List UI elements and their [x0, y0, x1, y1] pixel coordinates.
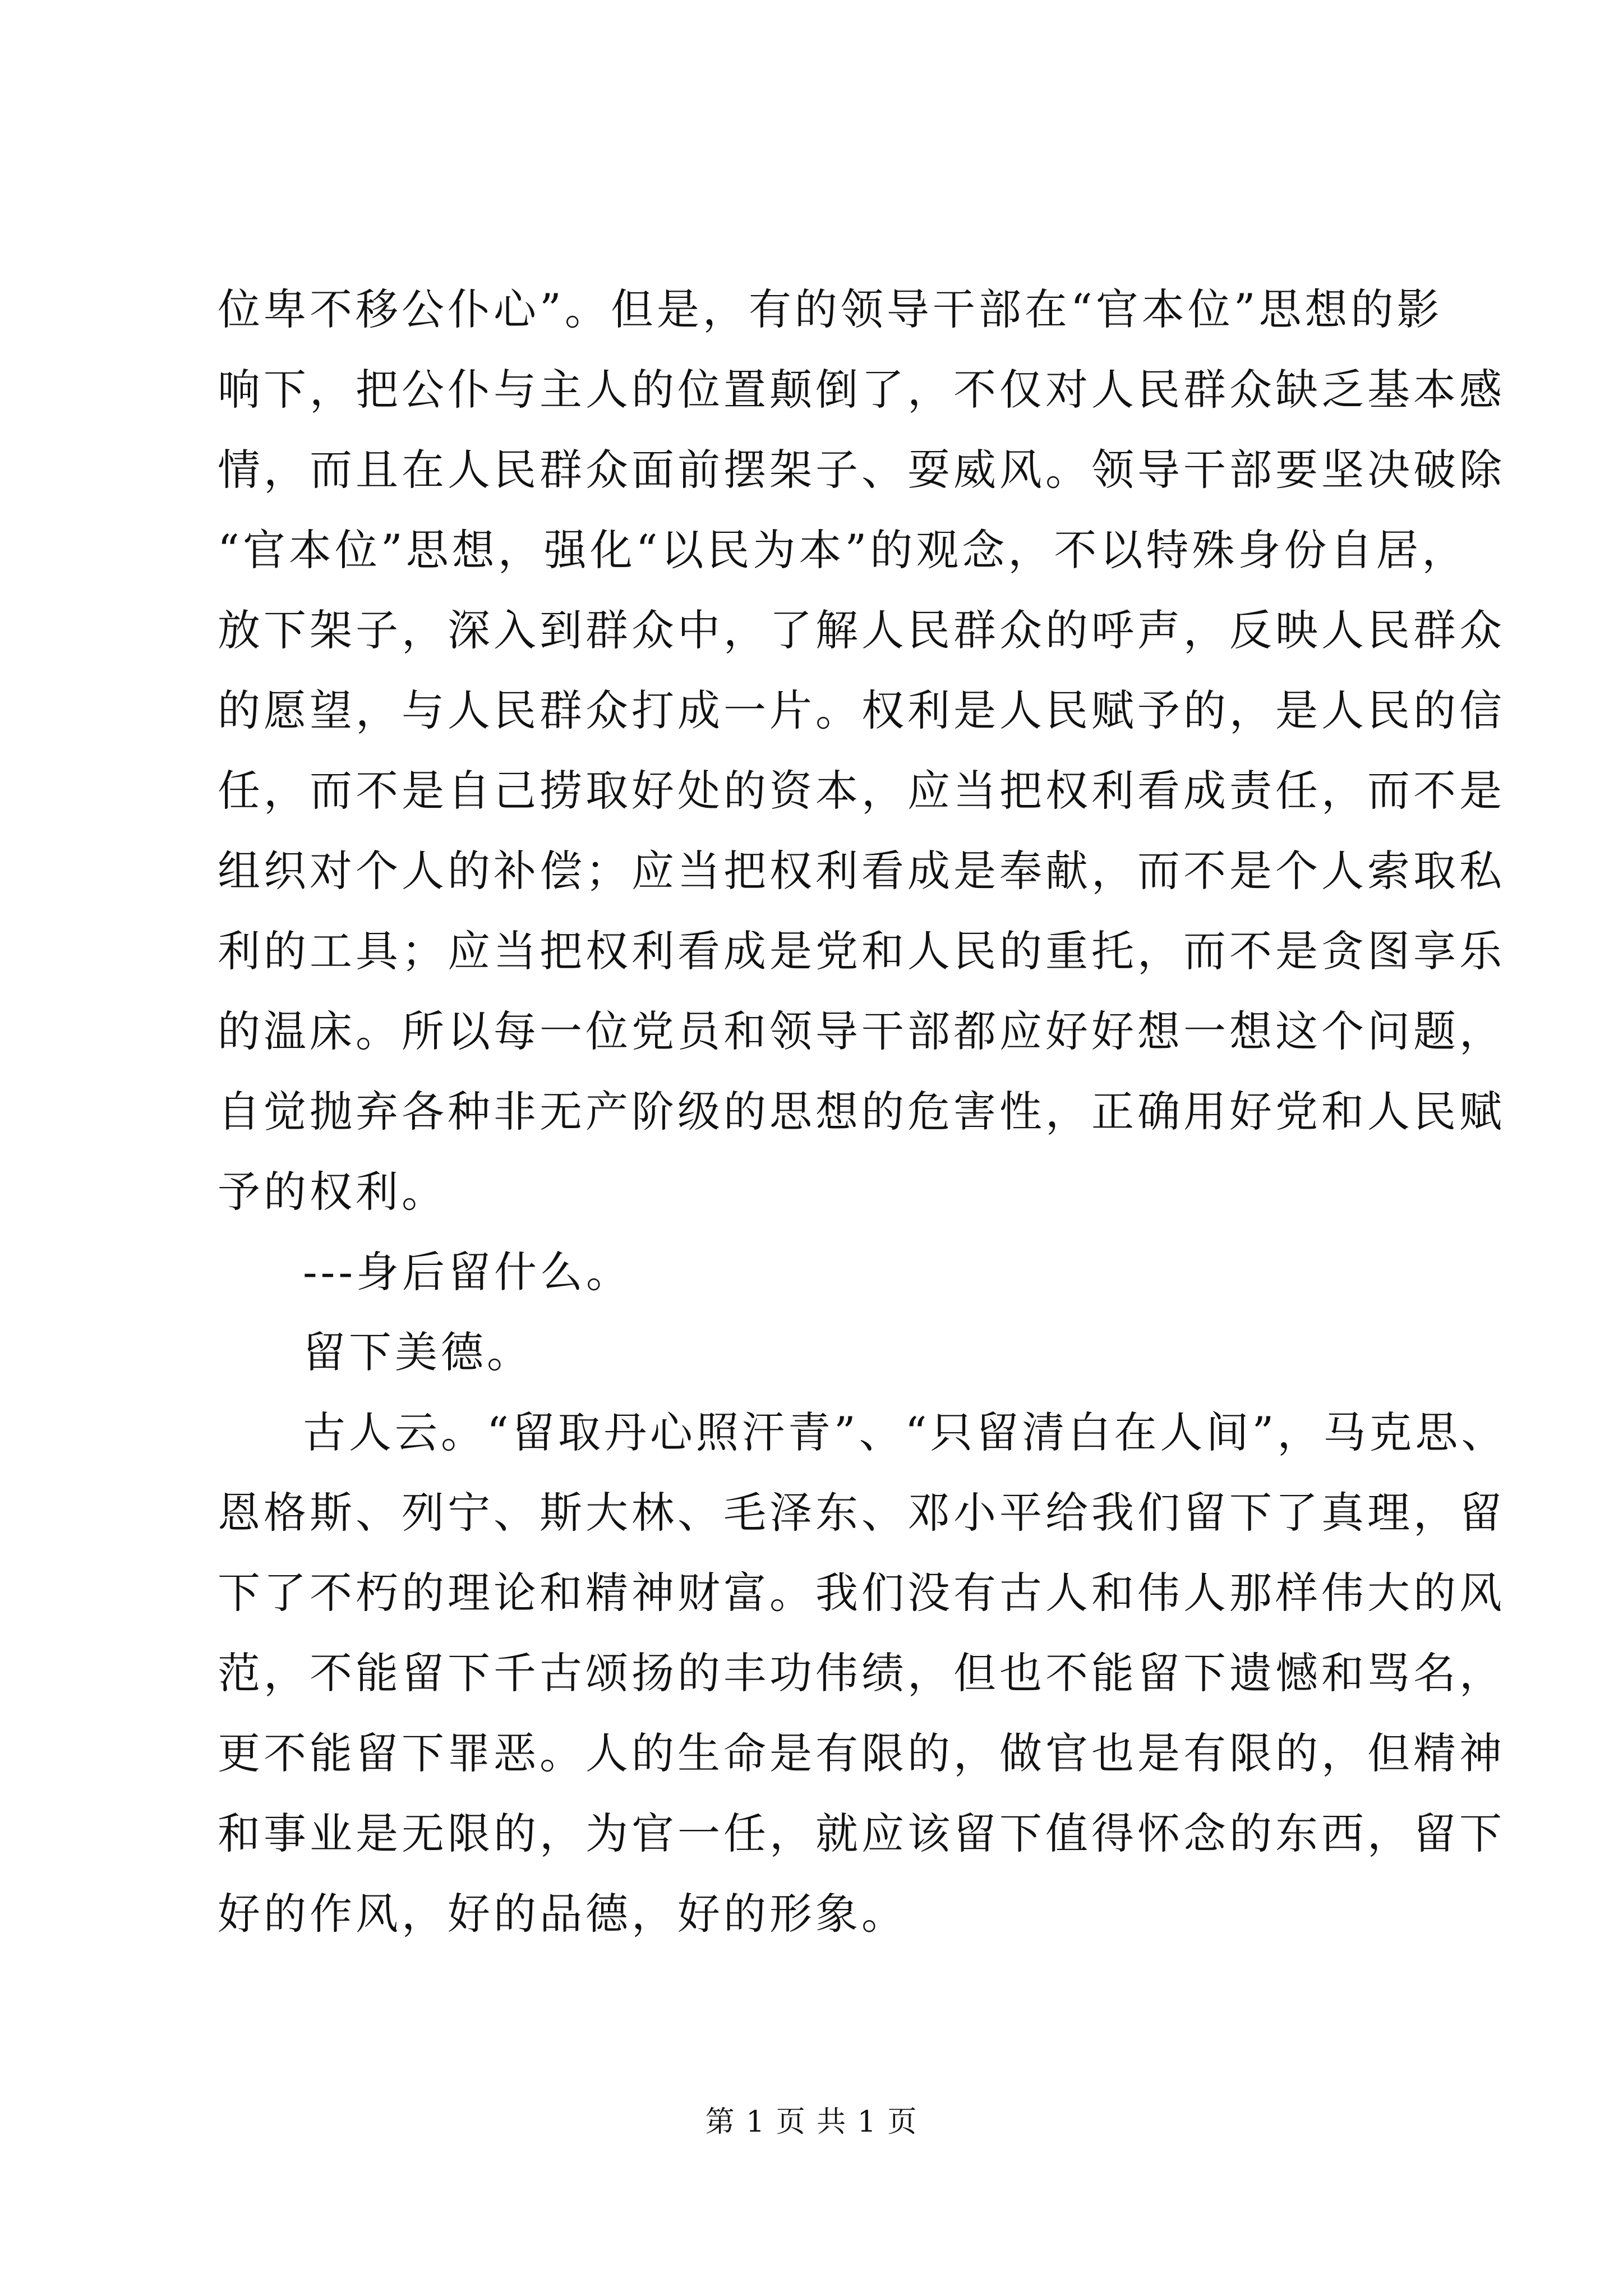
text-line: 情，而且在人民群众面前摆架子、耍威风。领导干部要坚决破除	[218, 445, 1505, 495]
document-body	[218, 269, 1507, 1954]
text-line: 放下架子，深入到群众中，了解人民群众的呼声，反映人民群众	[218, 605, 1505, 655]
section-heading: ---身后留什么。	[303, 1247, 633, 1297]
text-line: 组织对个人的补偿；应当把权利看成是奉献，而不是个人索取私	[218, 846, 1505, 896]
text-line: 自觉抛弃各种非无产阶级的思想的危害性，正确用好党和人民赋	[218, 1087, 1505, 1137]
text-line: 和事业是无限的，为官一任，就应该留下值得怀念的东西，留下	[218, 1809, 1505, 1858]
text-line: 任，而不是自己捞取好处的资本，应当把权利看成责任，而不是	[218, 766, 1505, 816]
page-number-label: 第 1 页 共 1 页	[705, 2105, 918, 2139]
text-line: 予的权利。	[218, 1167, 448, 1217]
text-line: 利的工具；应当把权利看成是党和人民的重托，而不是贪图享乐	[218, 926, 1505, 976]
text-line: 古人云。“留取丹心照汗青”、“只留清白在人间”，马克思、	[303, 1407, 1507, 1457]
text-line: 的愿望，与人民群众打成一片。权利是人民赋予的，是人民的信	[218, 685, 1505, 735]
text-line: 位卑不移公仆心”。但是，有的领导干部在“官本位”思想的影	[218, 284, 1443, 334]
page-footer	[0, 2098, 1623, 2140]
text-line: “官本位”思想，强化“以民为本”的观念，不以特殊身份自居，	[218, 525, 1468, 575]
subheading: 留下美德。	[303, 1327, 533, 1377]
text-line: 更不能留下罪恶。人的生命是有限的，做官也是有限的，但精神	[218, 1728, 1505, 1778]
text-line: 的温床。所以每一位党员和领导干部都应好好想一想这个问题，	[218, 1006, 1505, 1056]
text-line: 响下，把公仆与主人的位置颠倒了，不仅对人民群众缺乏基本感	[218, 365, 1505, 415]
text-line: 下了不朽的理论和精神财富。我们没有古人和伟人那样伟大的风	[218, 1568, 1505, 1618]
text-line: 范，不能留下千古颂扬的丰功伟绩，但也不能留下遗憾和骂名，	[218, 1648, 1505, 1698]
text-line: 恩格斯、列宁、斯大林、毛泽东、邓小平给我们留下了真理，留	[218, 1488, 1505, 1538]
text-line: 好的作风，好的品德，好的形象。	[218, 1889, 907, 1939]
